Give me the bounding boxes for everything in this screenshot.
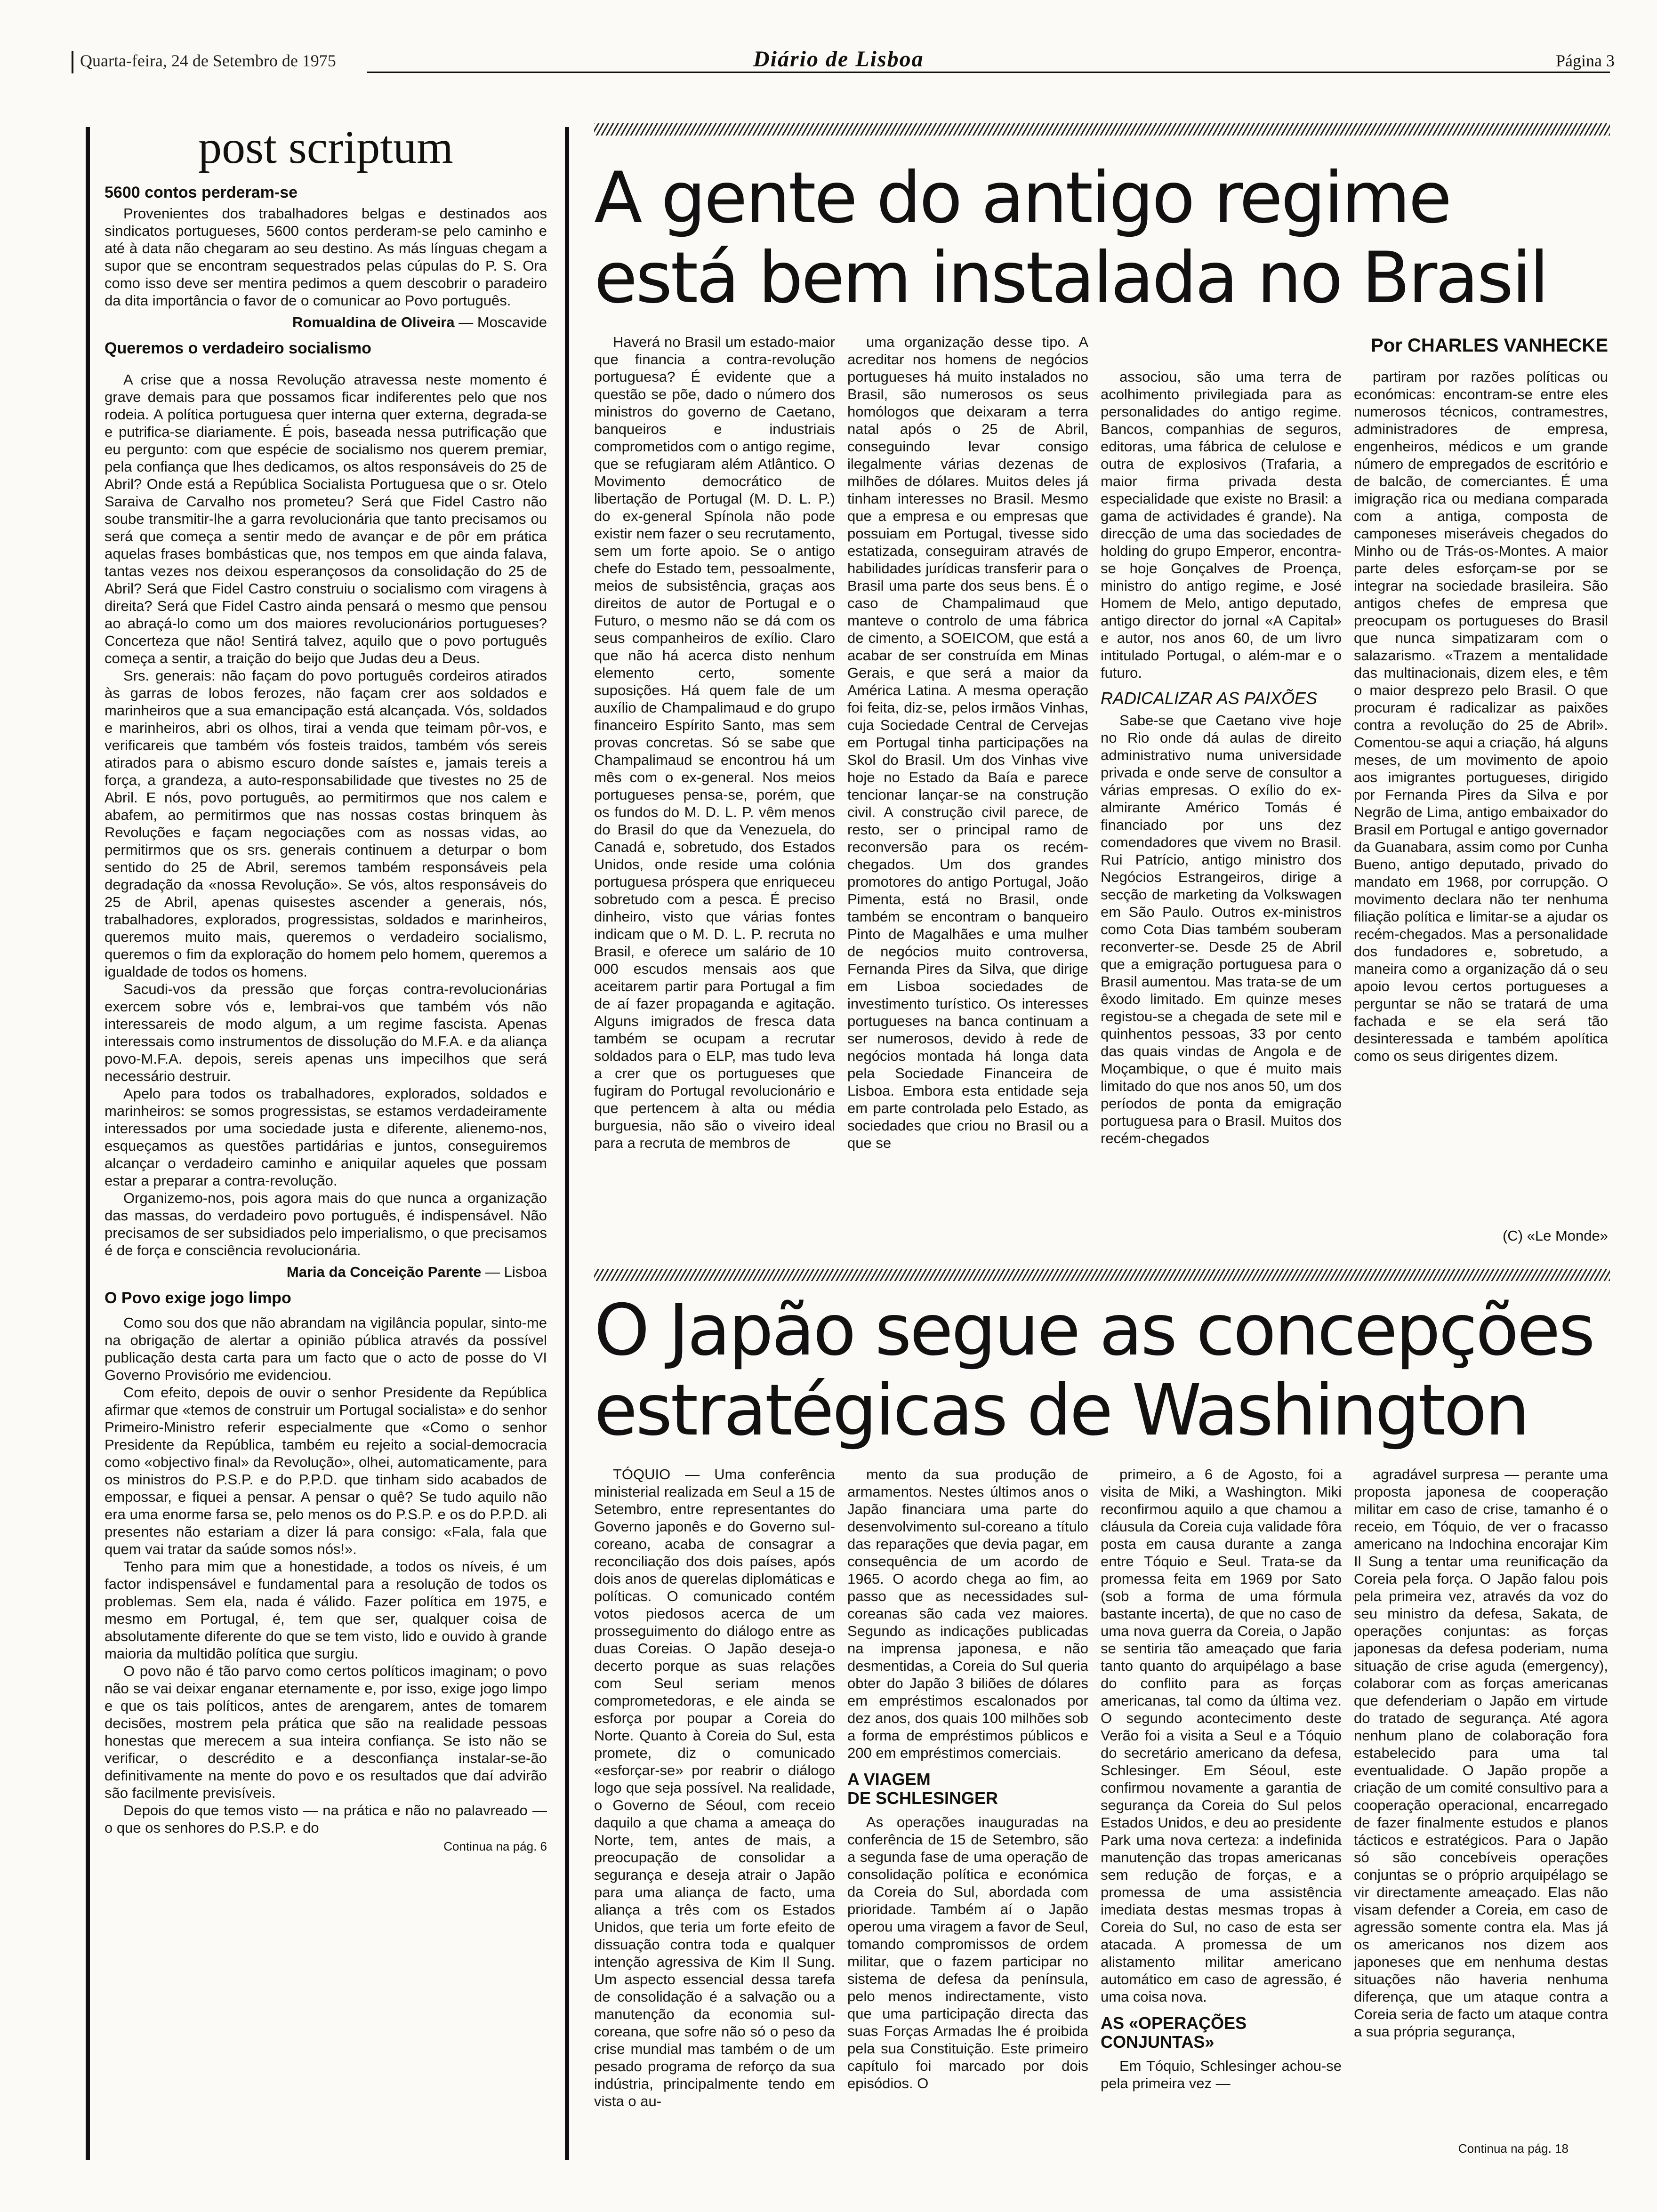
post-scriptum-right-bar [565,127,569,2160]
masthead-left-bar [72,51,73,73]
masthead [61,46,1619,74]
masthead-rule [367,72,1610,73]
headline: está bem instalada no Brasil [594,237,1547,319]
letter-body: Provenientes dos trabalhadores belgas e destinados aos sindicatos portugueses, 5600 contos perderam-se pelo caminho e até à data não chegaram ao seu destino. As más línguas chegam a supor que se encontram sequestrados pelas cúpulas do P. S. Ora como isso deve ser mentira pedimos a quem descobrir o paradeiro da dita importância o favor de o comunicar ao Povo português. [105,205,547,309]
source-credit: (C) «Le Monde» [1502,1227,1608,1244]
article-column: mento da sua produção de armamentos. Nestes últimos anos o Japão financiara uma parte do desenvolvimento sul-coreano a título das reparações que devia pagar, em consequência de um acordo de 1965. O acordo chega ao fim, ao passo que as necessidades sul-coreanas são cada vez maiores. Segundo as indicações publicadas na imprensa japonesa, e não desmentidas, a Coreia do Sul queria obter do Japão 3 biliões de dólares em empréstimos escalonados por dez anos, dos quais 100 milhões sob a forma de empréstimos públicos e 200 em empréstimos comerciais. A VIAGEM DE SCHLESINGER As operações inauguradas na conferência de 15 de Setembro, são a segunda fase de uma operação de consolidação política e económica da Coreia do Sul, abordada com prioridade. Também aí o Japão operou uma viragem a favor de Seul, tomando compromissos de ordem militar, que o fazem participar no sistema de defesa da península, pelo menos indirectamente, visto que uma participação directa das suas Forças Armadas lhe é proibida pela sua Constituição. Este primeiro capítulo foi marcado por dois episódios. O [847,1466,1088,2092]
masthead-date: Quarta-feira, 24 de Setembro de 1975 [80,51,336,70]
letter-heading: O Povo exige jogo limpo [105,1289,291,1307]
masthead-page-number: Página 3 [1556,51,1615,70]
post-scriptum-section [105,121,547,1854]
article-column: agradável surpresa — perante uma proposta japonesa de cooperação militar em caso de crise, tamanho é o receio, em Tóquio, de ver o fracasso americano na Indochina encorajar Kim Il Sung a tentar uma reunificação da Coreia pela força. O Japão falou pois pela primeira vez, através da voz do seu ministro da defesa, Sakata, de operações conjuntas: as forças japonesas da defesa poderiam, numa situação de crise aguda (emergency), colaborar com as forças americanas que defenderiam o Japão em virtude do tratado de segurança. Até agora nenhum plano de colaboração fora estabelecido para uma tal eventualidade. O Japão propõe a criação de um comité consultivo para a cooperação operacional, encarregado de fazer finalmente estudos e planos tácticos e estratégicos. Para o Japão só são concebíveis operações conjuntas se o próprio arquipélago se vir directamente ameaçado. Elas não visam defender a Coreia, em caso de agressão somente contra ela. Mas já os americanos nos dizem aos japoneses que em nenhuma destas situações não haveria nenhuma diferença, que um ataque contra a Coreia seria de facto um ataque contra a sua própria segurança, [1354,1466,1608,2040]
subheading: DE SCHLESINGER [847,1788,998,1808]
headline: O Japão segue as concepções [594,1290,1593,1371]
subheading: CONJUNTAS» [1101,2032,1215,2052]
continued-note: Continua na pág. 6 [443,1839,547,1853]
byline: Por CHARLES VANHECKE [1371,335,1608,356]
subheading: RADICALIZAR AS PAIXÕES [1101,689,1318,708]
letter-heading: Queremos o verdadeiro socialismo [105,339,371,357]
letter-signature: Maria da Conceição Parente — Lisboa [286,1264,547,1280]
masthead-title: Diário de Lisboa [753,47,924,72]
article-column: Haverá no Brasil um estado-maior que financia a contra-revolução portuguesa? É evidente que a questão se põe, dado o número dos ministros do governo de Caetano, banqueiros e industriais comprometidos com o antigo regime, que se refugiaram além Atlântico. O Movimento democrático de libertação de Portugal (M. D. L. P.) do ex-general Spínola não pode existir nem fazer o seu recrutamento, sem um forte apoio. Se o antigo chefe do Estado tem, pessoalmente, meios de subsistência, graças aos direitos de autor de Portugal e o Futuro, o mesmo não se dá com os seus companheiros de exílio. Claro que não há acerca disto nenhum elemento certo, somente suposições. Há quem fale de um auxílio de Champalimaud e do grupo financeiro Espírito Santo, mas sem provas concretas. Só se sabe que Champalimaud se encontrou há um mês com o ex-general. Nos meios portugueses pensa-se, porém, que os fundos do M. D. L. P. vêm menos do Brasil do que da Venezuela, do Canadá e, sobretudo, dos Estados Unidos, onde reside uma colónia portuguesa próspera que enriqueceu sobretudo com a pesca. É preciso dinheiro, visto que várias fontes indicam que o M. D. L. P. recruta no Brasil, e oferece um salário de 10 000 escudos mensais aos que aceitarem partir para Portugal a fim de aí fazer propaganda e agitação. Alguns imigrados de fresca data também se ocupam a recrutar soldados para o ELP, mas tudo leva a crer que os portugueses que fugiram do Portugal revolucionário e que pertencem à alta ou média burguesia, não são o viveiro ideal para a recruta de membros de [594,334,835,1151]
article-top-hatch [594,1269,1610,1281]
article-japao [594,1282,1611,2176]
letter-body: A crise que a nossa Revolução atravessa neste momento é grave demais para que possamos ficar indiferentes pelo que nos rodeia. A política portuguesa quer interna quer externa, degrada-se e putrifica-se diariamente. É pois, baseada nessa putrificação que eu pergunto: com que espécie de socialismo nos querem premiar, pela confiança que lhes dedicamos, os altos responsáveis do 25 de Abril? Onde está a República Socialista Portuguesa que o sr. Otelo Saraiva de Carvalho nos prometeu? Será que Fidel Castro não soube transmitir-lhe a garra revolucionária que tanto precisamos ou será que começa a sentir medo de avançar e de pôr em prática aquelas frases bombásticas que, nos tempos em que ainda falava, tantas vezes nos deixou esperançosos da consolidação do 25 de Abril? Será que Fidel Castro construiu o socialismo com viragens à direita? Será que Fidel Castro ainda pensará o mesmo que pensou ao abraçá-lo como um dos maiores revolucionários portugueses? Concerteza que não! Sentirá talvez, aquilo que o povo português começa a sentir, a traição do beijo que Judas deu a Deus. Srs. generais: não façam do povo português cordeiros atirados às garras de lobos ferozes, não façam crer aos soldados e marinheiros que a sua emancipação está alcançada. Vós, soldados e marinheiros, abri os olhos, tirai a venda que teimam pôr-vos, e verificareis que também vós fosteis traidos, também vós sereis atirados para o abismo escuro donde saístes e, jamais tereis a força, a grandeza, a auto-responsabilidade que tivestes no 25 de Abril. E nós, povo português, ao permitirmos que nos calem e abafem, ao permitirmos que nas nossas costas brinquem às Revoluções e façam negociações com as nossas vidas, ao permitirmos que os srs. generais continuem a deturpar o bom sentido do 25 de Abril, seremos também responsáveis pela degradação da «nossa Revolução». Se vós, altos responsáveis do 25 de Abril, apenas quisestes ascender a generais, nós, trabalhadores, explorados, progressistas, soldados e marinheiros, queremos muito mais, queremos o verdadeiro socialismo, queremos o fim da exploração do homem pelo homem, queremos a igualdade de todos os homens. Sacudi-vos da pressão que forças contra-revolucionárias exercem sobre vós e, lembrai-vos que também vós não interessareis de modo algum, a um regime fascista. Apenas interessais como instrumentos de dissolução do M.F.A. e da aliança povo-M.F.A. depois, sereis apenas uns impecilhos que será necessário destruir. Apelo para todos os trabalhadores, explorados, soldados e marinheiros: se somos progressistas, se estamos verdadeiramente interessados por uma sociedade justa e diferente, alienemo-nos, esqueçamos as questões partidárias e juntos, conseguiremos alcançar o verdadeiro caminho e aniquilar aqueles que possam estar a preparar a contra-revolução. Organizemo-nos, pois agora mais do que nunca a organização das massas, do verdadeiro povo português, é indispensável. Não precisamos de ser subsidiados pelo imperialismo, o que precisamos é de força e consciência revolucionária. [105,371,547,1258]
headline: A gente do antigo regime [594,157,1450,239]
post-scriptum-left-bar [86,127,90,2160]
article-column: primeiro, a 6 de Agosto, foi a visita de Miki, a Washington. Miki reconfirmou aquilo a que chamou a cláusula da Coreia cuja validade fôra posta em causa durante a zanga entre Tóquio e Seul. Trata-se da promessa feita em 1969 por Sato (sob a forma de uma fórmula bastante incerta), de que no caso de uma nova guerra da Coreia, o Japão se sentiria tão ameaçado que faria tanto quanto do arquipélago a base do conflito para as forças americanas, tal como da última vez. O segundo acontecimento deste Verão foi a visita a Seul e a Tóquio do secretário americano da defesa, Schlesinger. Em Séoul, este confirmou novamente a garantia de segurança da Coreia do Sul pelos Estados Unidos, e deu ao presidente Park uma nova certeza: a indefinida manutenção das tropas americanas sem redução de forças, e a promessa de uma assistência imediata destas mesmas tropas à Coreia do Sul, no caso de esta ser atacada. A promessa de um alistamento militar americano automático em caso de agressão, é uma coisa nova. AS «OPERAÇÕES CONJUNTAS» Em Tóquio, Schlesinger achou-se pela primeira vez — [1101,1466,1342,2092]
article-column: TÓQUIO — Uma conferência ministerial realizada em Seul a 15 de Setembro, entre representantes do Governo japonês e do Governo sul-coreano, acaba de consagrar a reconciliação dos dois países, após dois anos de querelas diplomáticas e políticas. O comunicado contém votos piedosos acerca de um prosseguimento do diálogo entre as duas Coreias. O Japão deseja-o decerto porque as suas relações com Seul seriam menos comprometedoras, e ele ainda se esforça por poupar a Coreia do Norte. Quanto à Coreia do Sul, esta promete, diz o comunicado «esforçar-se» por reabrir o diálogo logo que seja possível. Na realidade, o Governo de Séoul, com receio daquilo a que chama a ameaça do Norte, tem, antes de mais, a preocupação de consolidar a segurança e deseja atrair o Japão para uma aliança de facto, uma aliança a três com os Estados Unidos, que teria um forte efeito de dissuação contra toda e qualquer intenção agressiva de Kim Il Sung. Um aspecto essencial dessa tarefa de consolidação é a salvação ou a manutenção da economia sul-coreana, que sofre não só o peso da crise mundial mas também o de um pesado programa de reforço da sua indústria, principalmente tendo em vista o au- [594,1466,835,2109]
letter-signature: Romualdina de Oliveira — Moscavide [292,314,547,330]
article-column: uma organização desse tipo. A acreditar nos homens de negócios portugueses há muito instalados no Brasil, são numerosos os seus homólogos que deixaram a terra natal após o 25 de Abril, conseguindo levar consigo ilegalmente várias dezenas de milhões de dólares. Muitos deles já tinham interesses no Brasil. Mesmo que a empresa e ou empresas que possuiam em Portugal, tivesse sido estatizada, conseguiram através de habilidades jurídicas transferir para o Brasil uma parte dos seus bens. É o caso de Champalimaud que manteve o controlo de uma fábrica de cimento, a SOEICOM, que está a acabar de ser construída em Minas Gerais, e que será a maior da América Latina. A mesma operação foi feita, diz-se, pelos irmãos Vinhas, cuja Sociedade Central de Cervejas em Portugal tinha participações na Skol do Brasil. Um dos Vinhas vive hoje no Estado da Baía e parece tencionar lançar-se na construção civil. A construção civil parece, de resto, ser o principal ramo de reconversão para os recém-chegados. Um dos grandes promotores do antigo Portugal, João Pimenta, está no Brasil, onde também se encontram o banqueiro Pinto de Magalhães e uma mulher de negócios muito controversa, Fernanda Pires da Silva, que dirige em Lisboa sociedades de investimento turístico. Os interesses portugueses na banca continuam a ser numerosos, devido à rede de negócios montada há longa data pela Sociedade Financeira de Lisboa. Embora esta entidade seja em parte controlada pelo Estado, as sociedades que criou no Brasil ou a que se [847,334,1088,1151]
continued-note: Continua na pág. 18 [1458,2141,1569,2156]
article-column: partiram por razões políticas ou económicas: encontram-se entre eles numerosos técnicos, contramestres, administradores de empresa, engenheiros, médicos e um grande número de empregados de escritório e de balcão, de comerciantes. É uma imigração rica ou mediana comparada com a antiga, composta de camponeses miseráveis chegados do Minho ou de Trás-os-Montes. A maior parte deles esforçam-se por se integrar na sociedade brasileira. São antigos chefes de empresa que preocupam os portugueses do Brasil que nunca simpatizaram com o salazarismo. «Trazem a mentalidade das multinacionais, dizem eles, e têm o maior desprezo pelo Brasil. O que procuram é radicalizar as paixões contra a revolução do 25 de Abril». Comentou-se aqui a criação, há alguns meses, de um movimento de apoio aos imigrantes portugueses, dirigido por Fernanda Pires da Silva e por Negrão de Lima, antigo embaixador do Brasil em Portugal e antigo governador da Guanabara, assim como por Cunha Bueno, antigo deputado, privado do mandato em 1968, por corrupção. O movimento declara não ter nenhuma filiação política e limitar-se a ajudar os recém-chegados. Mas a personalidade dos fundadores e, sobretudo, a maneira como a organização dá o seu apoio levou certos portugueses a perguntar se não se tratará de uma fachada e se ela será tão desinteressada e também apolítica como os seus dirigentes dizem. [1354,369,1608,1064]
headline: estratégicas de Washington [594,1370,1528,1451]
subheading: AS «OPERAÇÕES [1101,2013,1247,2033]
post-scriptum-title: post scriptum [198,121,453,173]
article-column: associou, são uma terra de acolhimento privilegiada para as personalidades do antigo regime. Bancos, companhias de seguros, editoras, uma fábrica de celulose e outra de explosivos (Trafaria, a maior firma privada desta especialidade que existe no Brasil: a gama de actividades é grande). Na direcção de uma das sociedades de holding do grupo Emperor, encontra-se hoje Gonçalves de Proença, ministro do antigo regime, e José Homem de Melo, antigo deputado, antigo director do jornal «A Capital» e autor, nos anos 60, de um livro intitulado Portugal, o além-mar e o futuro. RADICALIZAR AS PAIXÕES Sabe-se que Caetano vive hoje no Rio onde dá aulas de direito administrativo numa universidade privada e onde serve de consultor a várias empresas. O exílio do ex-almirante Américo Tomás é financiado por uns dez comendadores que vivem no Brasil. Rui Patrício, antigo ministro dos Negócios Estrangeiros, dirige a secção de marketing da Volkswagen em São Paulo. Outros ex-ministros como Cota Dias também souberam reconverter-se. Desde 25 de Abril que a emigração portuguesa para o Brasil aumentou. Mas trata-se de um êxodo limitado. Em quinze meses registou-se a chegada de sete mil e quinhentos pessoas, 33 por cento das quais vindas de Angola e de Moçambique, o que é muito mais limitado do que nos anos 50, um dos períodos de ponta da emigração portuguesa para o Brasil. Muitos dos recém-chegados [1101,369,1342,1146]
article-top-hatch [594,123,1610,136]
letter-heading: 5600 contos perderam-se [105,184,298,201]
letter-body: Como sou dos que não abrandam na vigilância popular, sinto-me na obrigação de alertar a opinião pública através da possível publicação desta carta para um facto que o acto de posse do VI Governo Provisório me evidenciou. Com efeito, depois de ouvir o senhor Presidente da República afirmar que «temos de construir um Portugal socialista» e do senhor Primeiro-Ministro referir especialmente que «Como o senhor Presidente da República, também eu rejeito a social-democracia como «objectivo final» da Revolução», olhei, automaticamente, para os ministros do P.S.P. e do P.P.D. que tinham sido acabados de empossar, e fiquei a pensar. A pensar o quê? Se tudo aquilo não era uma enorme farsa se, pelo menos os do P.S.P. e os do P.P.D. ali presentes não estariam a dizer lá para consigo: «Fala, fala que quem vai tratar da saúde somos nós!». Tenho para mim que a honestidade, a todos os níveis, é um factor indispensável e fundamental para a resolução de todos os problemas. Sem ela, nada é válido. Fazer política em 1975, e mesmo em Portugal, é, tem que ser, qualquer coisa de absolutamente diferente do que se tem visto, lido e ouvido à grande maioria da multidão política que surgiu. O povo não é tão parvo como certos políticos imaginam; o povo não se vai deixar enganar eternamente e, por isso, exige jogo limpo e que os tais políticos, antes de arengarem, antes de tomarem decisões, mostrem pela prática que são na realidade pessoas honestas que merecem a sua inteira confiança. Se isto não se verificar, o descrédito e a desconfiança instalar-se-ão definitivamente na mente do povo e os resultados que daí advirão são facilmente previsíveis. Depois do que temos visto — na prática e não no palavreado — o que os senhores do P.S.P. e do [105,1314,547,1836]
subheading: A VIAGEM [847,1770,931,1789]
article-brasil [594,140,1611,1251]
